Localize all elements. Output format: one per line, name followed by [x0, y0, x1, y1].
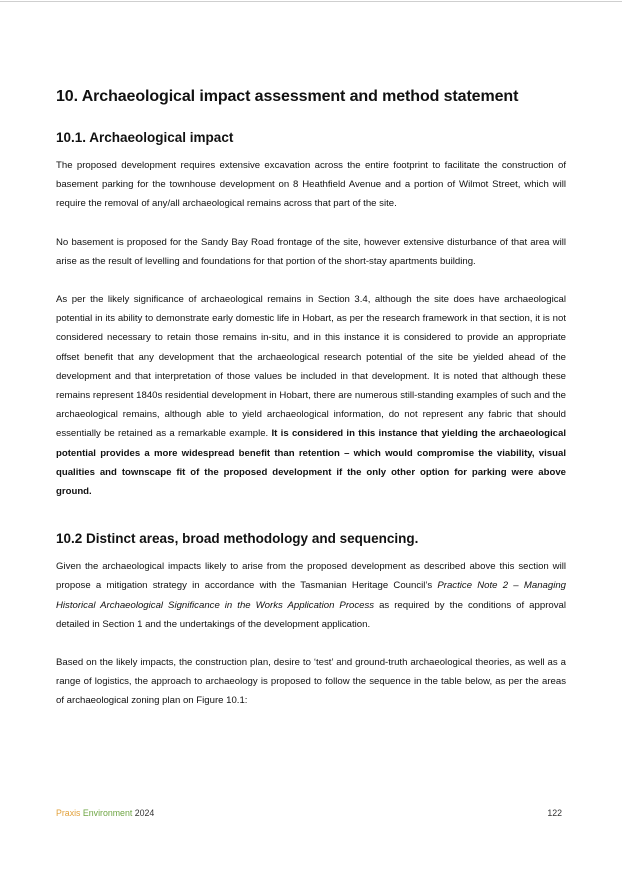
- significance-text: As per the likely significance of archaeological remains in Section 3.4, although the site does have archaeological potential in its ability to demonstrate early domestic life in Hobart, as per the research framework in that section, it is not considered necessary to retain those remains in-situ, and in this instance it is considered to provide an appropriate offset benefit that any development that the archaeological research potential of the site be yielded ahead of the development and that interpretation of those values be included in that development. It is noted that although these remains represent 1840s residential development in Hobart, there are numerous still-standing examples of such and the archaeological remains, although able to yield archaeological information, do not represent any fabric that should essentially be retained as a remarkable example.: [56, 294, 566, 440]
- mitigation-text-start: Given the archaeological impacts likely to arise from the proposed development as described above this section will propose a mitigation strategy in accordance with the Tasmanian Heritage Council’s: [56, 561, 566, 592]
- page-footer: [56, 808, 562, 818]
- page-top-rule: [0, 1, 622, 2]
- subsection-title-archaeological-impact: 10.1. Archaeological impact: [56, 130, 234, 145]
- footer-brand-environment: Environment: [82, 808, 133, 818]
- paragraph-mitigation-strategy: [56, 557, 566, 634]
- page-content: [56, 88, 566, 711]
- paragraph-significance: [56, 290, 566, 501]
- paragraph-sequence: Based on the likely impacts, the construction plan, desire to ‘test’ and ground-truth archaeological theories, as well as a range of logistics, the approach to archaeology is proposed to follow the sequence in the table below, as per the areas of archaeological zoning plan on Figure 10.1:: [56, 657, 566, 707]
- paragraph-excavation: The proposed development requires extensive excavation across the entire footprint to facilitate the construction of basement parking for the townhouse development on 8 Heathfield Avenue and a portion of Wilmot Street, which will require the removal of any/all archaeological remains across that part of the site.: [56, 160, 566, 210]
- footer-year: 2024: [134, 808, 155, 818]
- subsection-title-distinct-areas: 10.2 Distinct areas, broad methodology and sequencing.: [56, 531, 419, 547]
- practice-note-reference: Practice Note 2 – Managing Historical Archaeological Significance in the Works Application Process: [56, 580, 567, 611]
- significance-conclusion: It is considered in this instance that yielding the archaeological potential provides a more widespread benefit than retention – which would compromise the viability, visual qualities and townscape fit of the proposed development if the only other option for parking were above ground.: [56, 428, 567, 498]
- section-title: 10. Archaeological impact assessment and method statement: [56, 88, 519, 105]
- footer-brand-praxis: Praxis: [56, 808, 81, 818]
- mitigation-text-end: as required by the conditions of approval detailed in Section 1 and the undertakings of the development application.: [56, 599, 566, 630]
- paragraph-no-basement: No basement is proposed for the Sandy Bay Road frontage of the site, however extensive disturbance of that area will arise as the result of levelling and foundations for that portion of the short-stay apartments building.: [56, 236, 566, 267]
- page-number: 122: [547, 808, 562, 818]
